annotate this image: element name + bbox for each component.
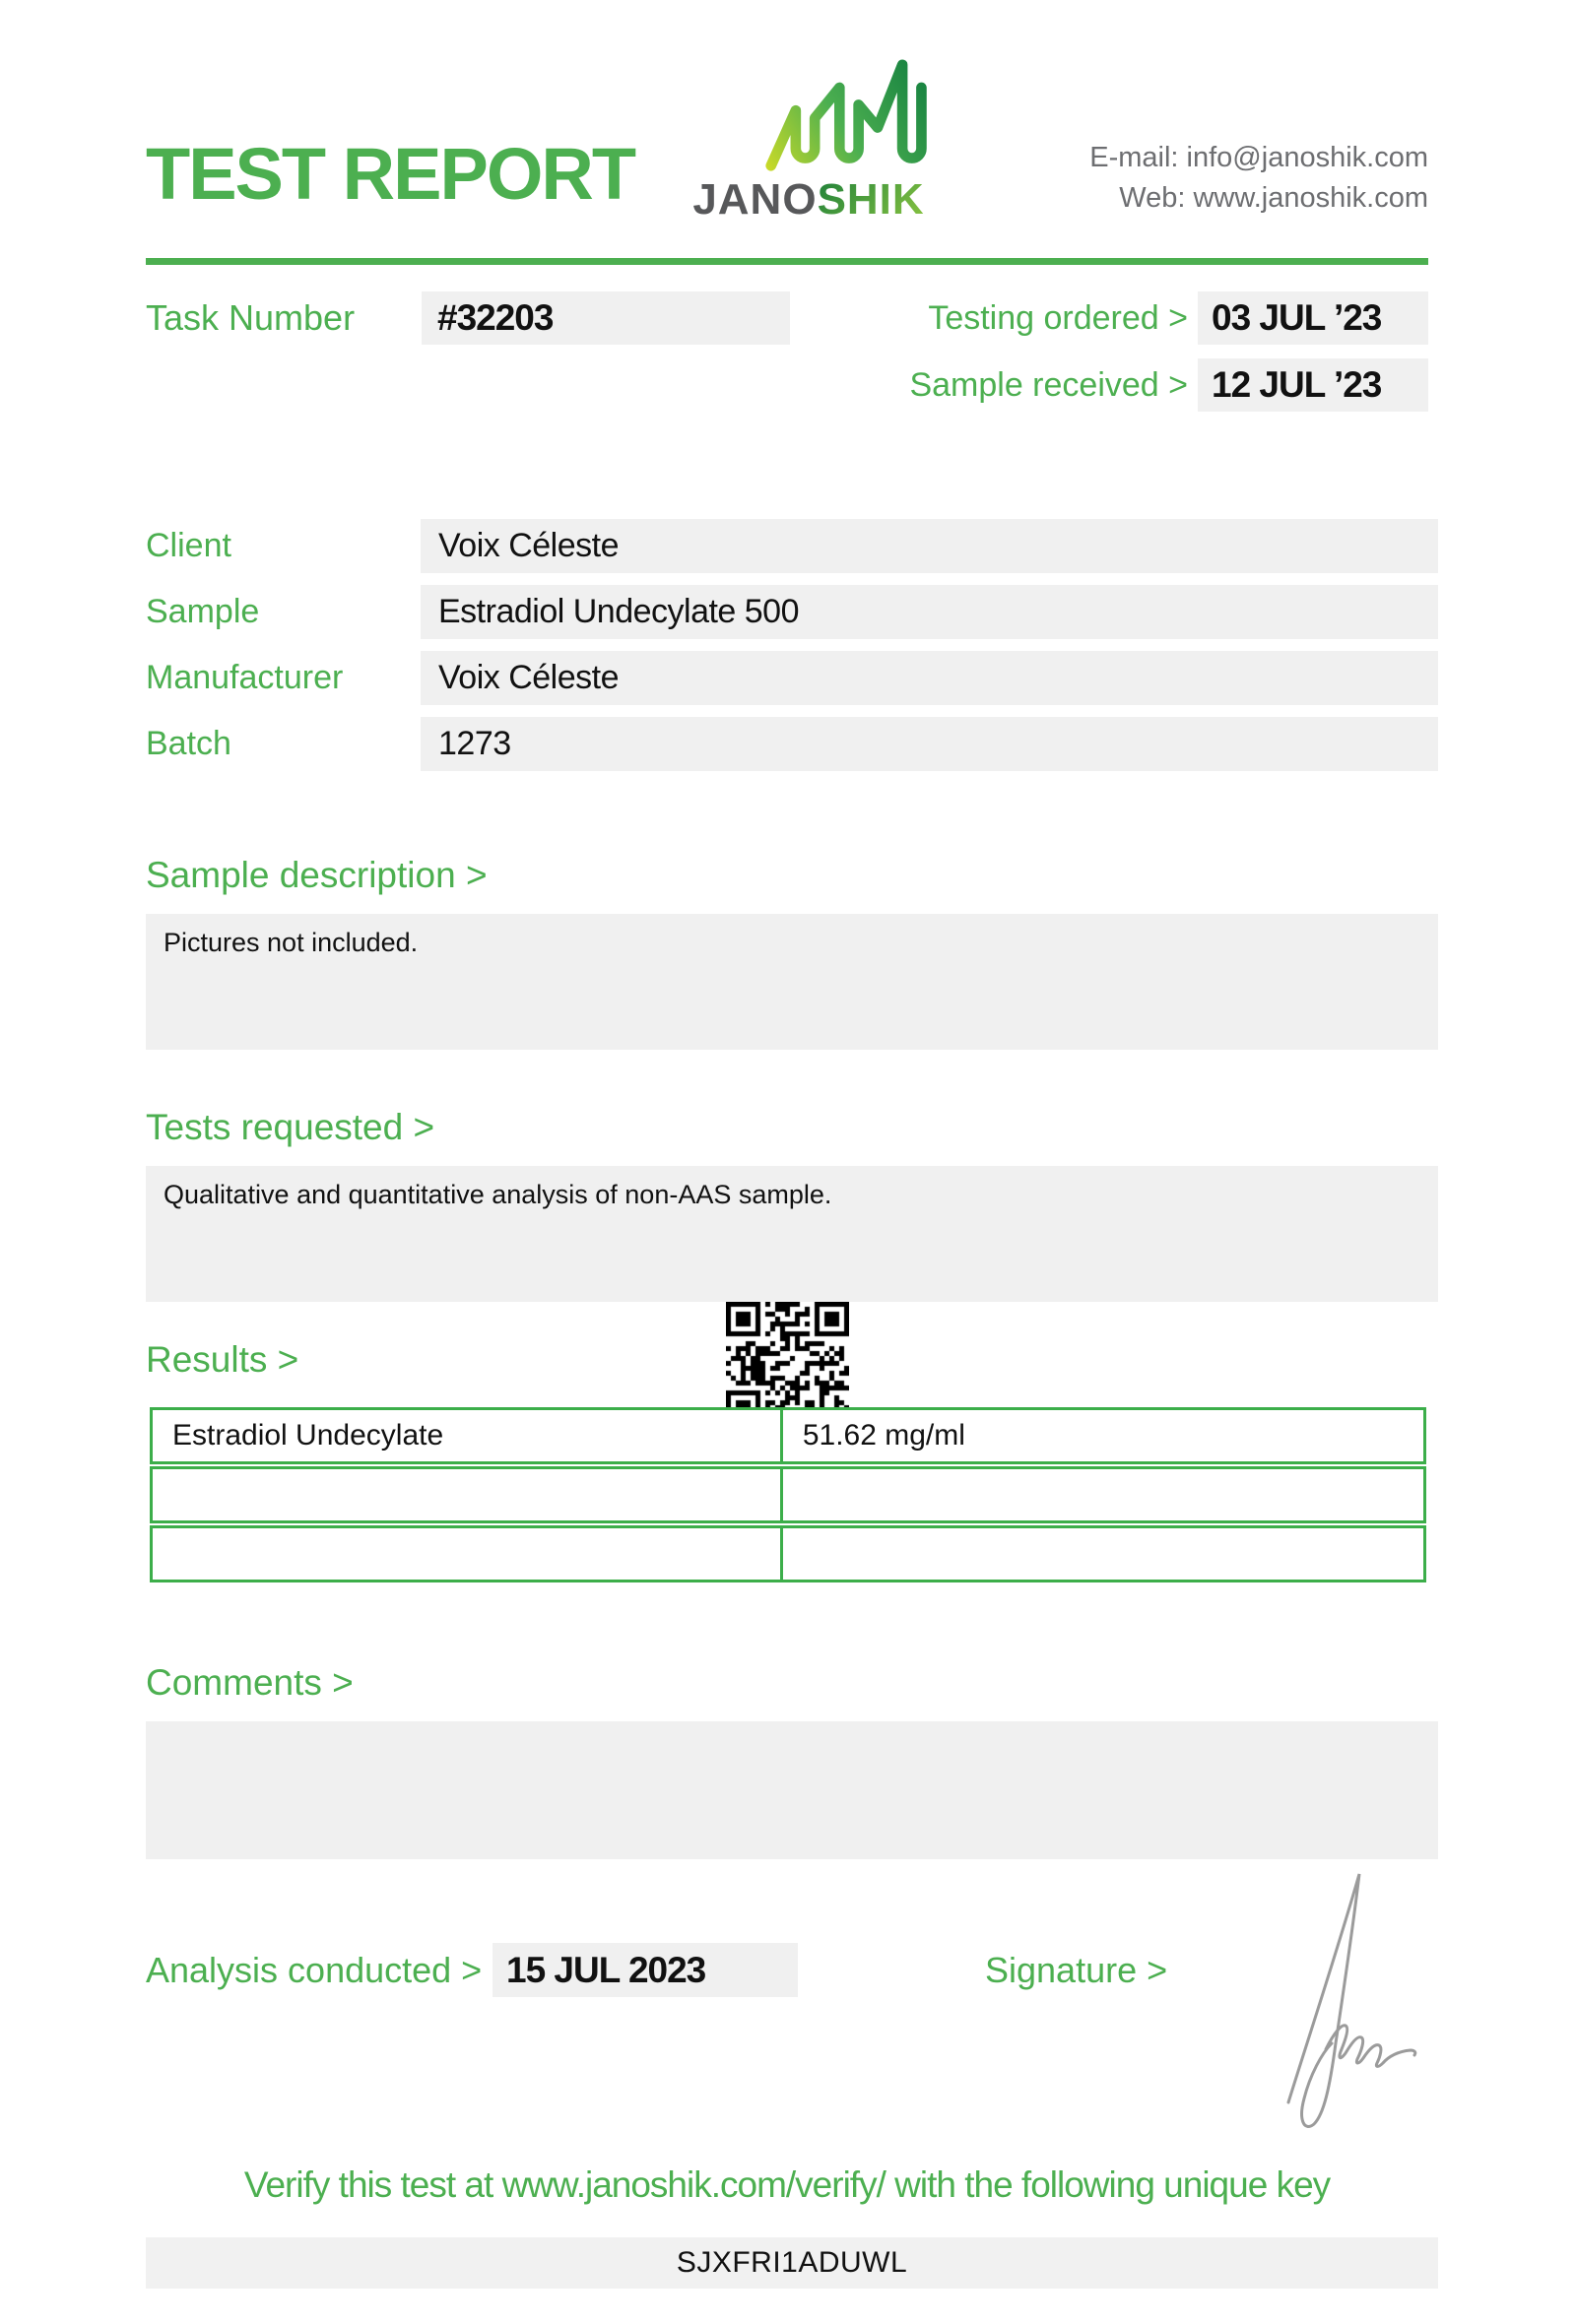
result-analyte [153,1469,783,1520]
verify-key: SJXFRI1ADUWL [676,2246,908,2279]
results-row [150,1525,1426,1582]
contact-web: Web: www.janoshik.com [1119,182,1428,214]
result-value [783,1469,1423,1520]
batch-field [421,717,1438,771]
logo-wordmark [680,175,938,225]
results-row [150,1466,1426,1523]
result-analyte: Estradiol Undecylate [153,1410,783,1461]
sample-field [421,585,1438,639]
result-value [783,1528,1423,1580]
client-field [421,519,1438,573]
testing-ordered-value: 03 JUL ’23 [1212,297,1382,338]
signature [1261,1856,1438,2137]
sample-received-field [1198,358,1428,412]
verify-instruction: Verify this test at www.janoshik.com/verify/ with the following unique key [243,2164,1331,2205]
tests-requested-box: Qualitative and quantitative analysis of non-AAS sample. [146,1166,1438,1302]
results-heading: Results > [146,1339,299,1380]
task-number-value: #32203 [437,297,554,338]
verify-key-box [146,2237,1438,2289]
analysis-conducted-label: Analysis conducted > [146,1950,483,1990]
analysis-conducted-value: 15 JUL 2023 [506,1949,706,1990]
janoshik-logo [680,59,938,225]
task-number-label: Task Number [146,297,356,338]
manufacturer-label: Manufacturer [146,659,344,696]
batch-value: 1273 [438,725,511,762]
logo-text-shik: SHIK [817,175,925,224]
analysis-conducted-field [492,1943,798,1997]
sample-value: Estradiol Undecylate 500 [438,593,800,630]
result-value: 51.62 mg/ml [802,1419,965,1452]
client-value: Voix Céleste [438,527,619,564]
manufacturer-value: Voix Céleste [438,659,619,696]
sample-received-label: Sample received > [909,366,1188,404]
manufacturer-field [421,651,1438,705]
tests-requested-heading: Tests requested > [146,1107,435,1147]
sample-received-value: 12 JUL ’23 [1212,364,1382,405]
testing-ordered-field [1198,291,1428,345]
client-label: Client [146,527,231,564]
signature-label: Signature > [985,1950,1168,1990]
contact-info [975,138,1428,219]
batch-label: Batch [146,725,231,762]
task-number-field [422,291,790,345]
sample-description-box: Pictures not included. [146,914,1438,1050]
header-divider [146,258,1428,265]
results-table [150,1407,1426,1582]
logo-chart-icon [756,59,940,173]
comments-box [146,1721,1438,1859]
contact-email: E-mail: info@janoshik.com [1089,142,1428,173]
logo-text-jano: JANO [692,175,818,224]
results-row [150,1407,1426,1464]
sample-description-heading: Sample description > [146,855,488,895]
result-analyte [153,1528,783,1580]
page-title: TEST REPORT [146,133,635,215]
comments-heading: Comments > [146,1662,354,1703]
testing-ordered-label: Testing ordered > [928,299,1188,337]
sample-label: Sample [146,593,260,630]
